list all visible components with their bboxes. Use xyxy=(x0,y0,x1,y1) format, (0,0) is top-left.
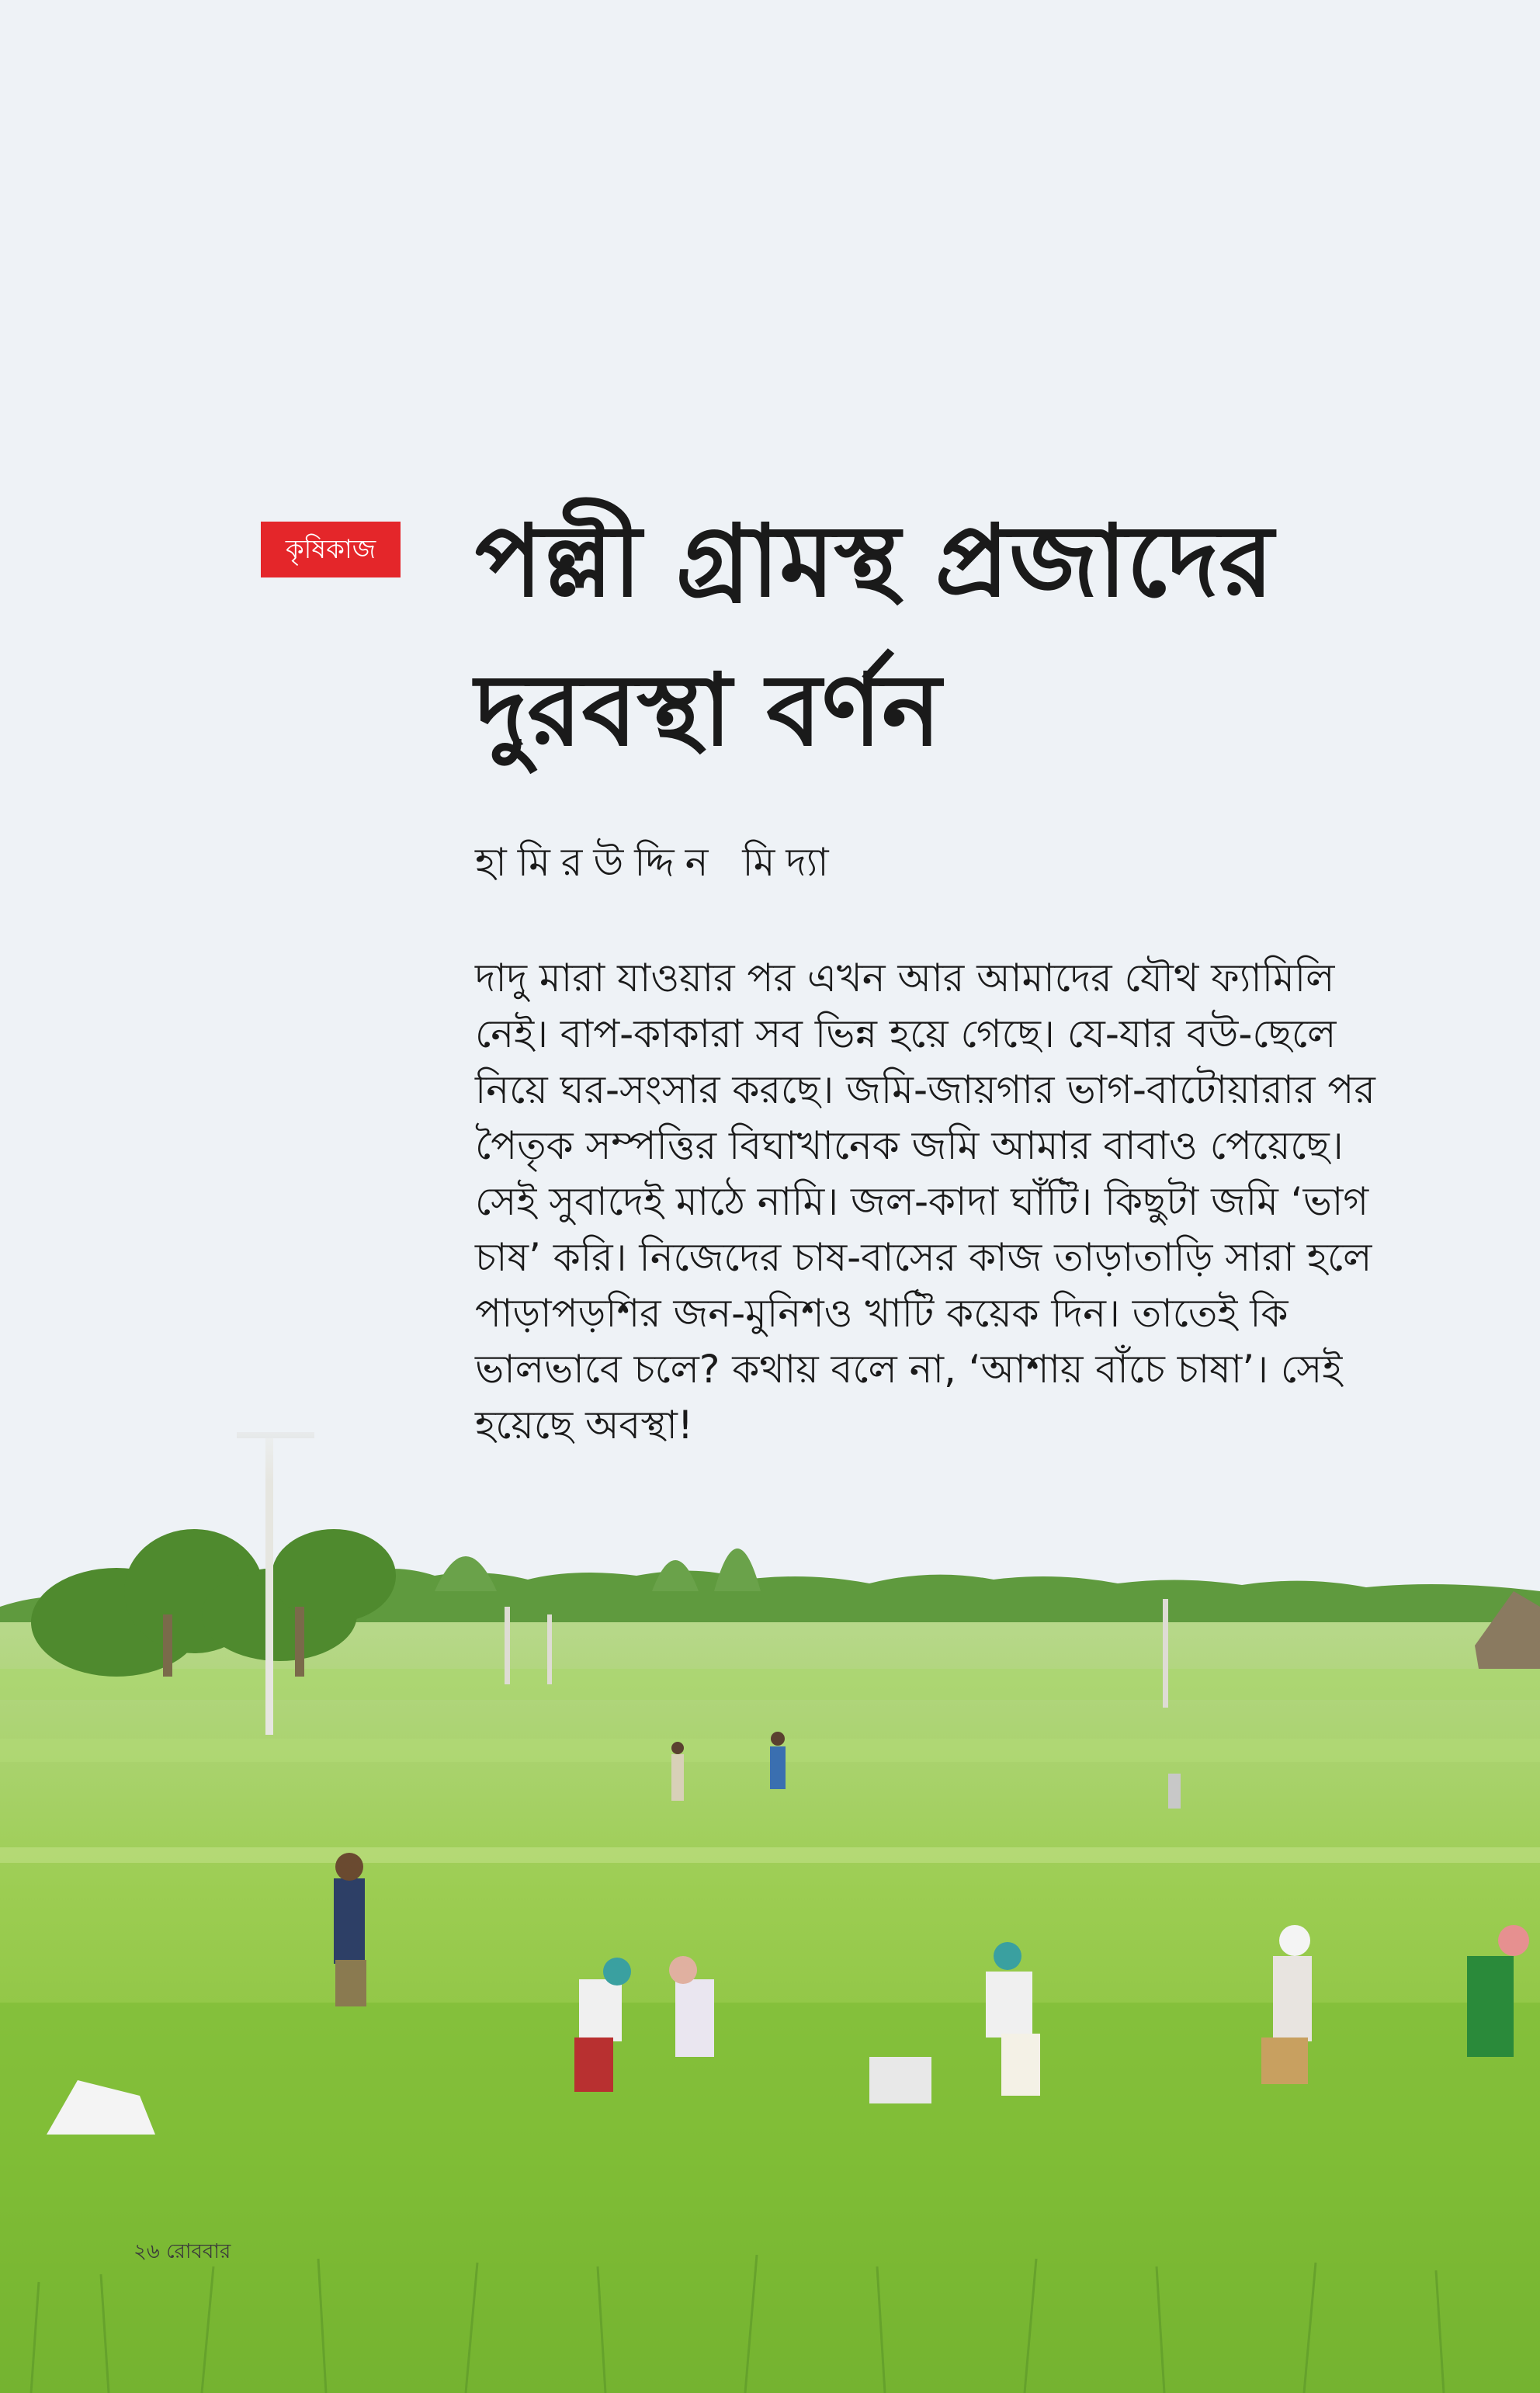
author-byline: হামিরউদ্দিন মিদ্যা xyxy=(475,840,840,885)
article-title xyxy=(475,487,1484,786)
page-number: ২৬ রোববার xyxy=(134,2240,231,2263)
title-line-2: দুরবস্থা বর্ণন xyxy=(475,653,942,768)
section-label: কৃষিকাজ xyxy=(261,522,401,577)
paddy-field-photo xyxy=(0,1413,1540,2393)
title-line-1: পল্লী গ্রামস্থ প্রজাদের xyxy=(475,504,1274,619)
article-body: দাদু মারা যাওয়ার পর এখন আর আমাদের যৌথ ফ্যামিলি নেই। বাপ-কাকারা সব ভিন্ন হয়ে গেছে। যে-যার বউ-ছেলে নিয়ে ঘর-সংসার করছে। জমি-জায়গার ভাগ-বাটোয়ারার পর পৈতৃক সম্পত্তির বিঘাখানেক জমি আমার বাবাও পেয়েছে। সেই সুবাদেই মাঠে নামি। জল-কাদা ঘাঁটি। কিছুটা জমি ‘ভাগ চাষ’ করি। নিজেদের চাষ-বাসের কাজ তাড়াতাড়ি সারা হলে পাড়াপড়শির জন-মুনিশও খাটি কয়েক দিন। তাতেই কি ভালভাবে চলে? কথায় বলে না, ‘আশায় বাঁচে চাষা’। সেই হয়েছে অবস্থা! xyxy=(475,955,1375,1448)
